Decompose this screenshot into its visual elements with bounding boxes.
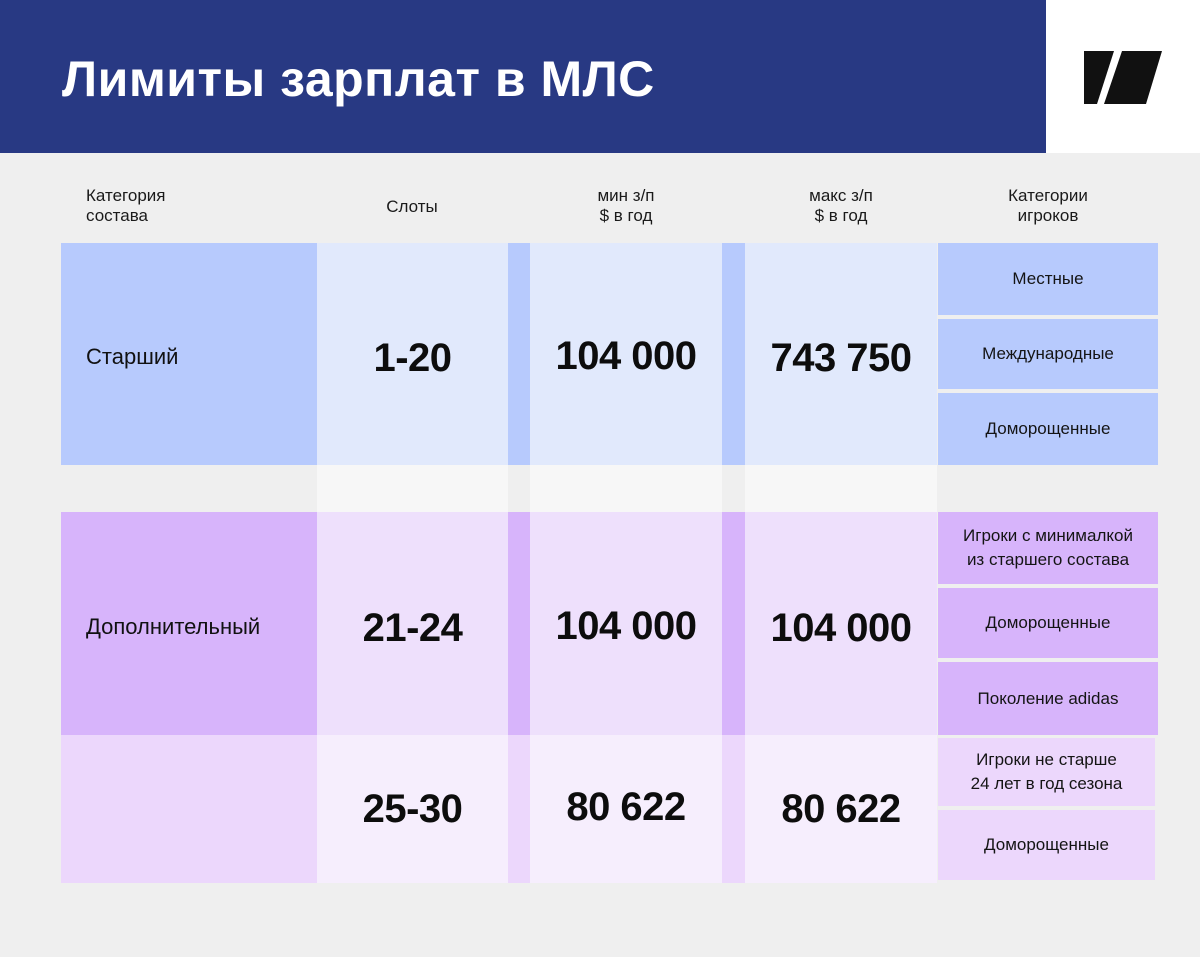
spacer-cell <box>745 465 937 512</box>
reserve-max-salary-value: 80 622 <box>781 787 901 831</box>
page-title: Лимиты зарплат в МЛС <box>62 51 655 107</box>
brand-logo-icon <box>1084 51 1162 104</box>
reserve-slots-value: 25-30 <box>362 787 463 831</box>
header-banner <box>0 0 1046 153</box>
spacer-cell <box>317 465 508 512</box>
player-category-pill: Местные <box>938 243 1158 315</box>
reserve-separator-strip <box>508 735 530 883</box>
supplemental-separator-strip <box>722 512 745 735</box>
supplemental-min-salary-value: 104 000 <box>555 604 697 648</box>
supplemental-category-label: Дополнительный <box>86 614 261 639</box>
reserve-category-cell <box>61 735 317 883</box>
supplemental-max-salary-value: 104 000 <box>770 606 912 650</box>
player-category-pill: Доморощенные <box>938 393 1158 465</box>
senior-separator-strip <box>722 243 745 465</box>
column-header-max-salary: макс з/п $ в год <box>809 186 873 225</box>
player-category-pill: Международные <box>938 319 1158 389</box>
player-category-pill: Доморощенные <box>938 810 1155 880</box>
column-header-slots: Слоты <box>386 197 438 216</box>
senior-max-salary-value: 743 750 <box>770 336 912 380</box>
reserve-separator-strip <box>722 735 745 883</box>
reserve-min-salary-value: 80 622 <box>566 785 686 829</box>
senior-separator-strip <box>508 243 530 465</box>
spacer-cell <box>530 465 722 512</box>
player-category-pill: Поколение adidas <box>938 662 1158 735</box>
supplemental-separator-strip <box>508 512 530 735</box>
senior-category-label: Старший <box>86 344 179 369</box>
player-category-pill: Доморощенные <box>938 588 1158 658</box>
column-header-category: Категория состава <box>86 186 166 225</box>
logo-container <box>1046 0 1200 153</box>
column-header-player-categories: Категории игроков <box>1008 186 1088 225</box>
player-category-pill: Игроки с минималкой из старшего состава <box>938 512 1158 584</box>
senior-slots-value: 1-20 <box>373 336 452 380</box>
senior-min-salary-value: 104 000 <box>555 334 697 378</box>
column-header-min-salary: мин з/п $ в год <box>597 186 655 225</box>
supplemental-slots-value: 21-24 <box>362 606 463 650</box>
player-category-pill: Игроки не старше 24 лет в год сезона <box>938 738 1155 806</box>
